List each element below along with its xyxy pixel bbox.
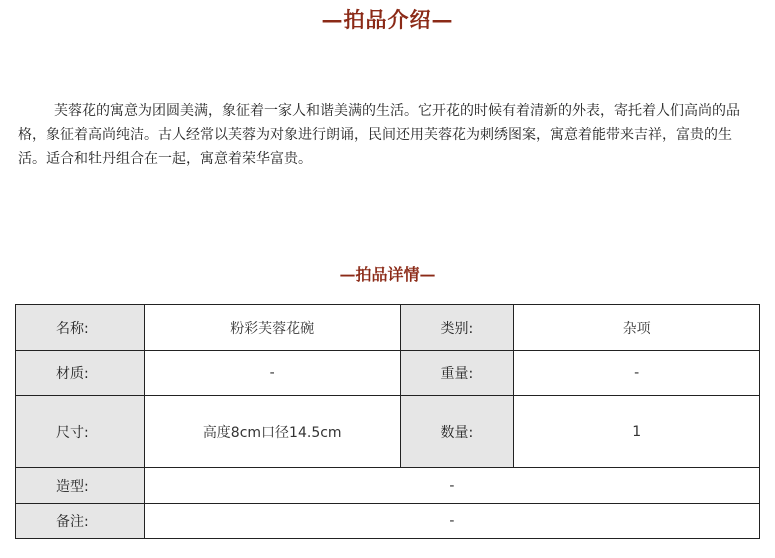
intro-paragraph: 芙蓉花的寓意为团圆美满，象征着一家人和谐美满的生活。它开花的时候有着清新的外表，寄托着人们高尚的品格，象征着高尚纯洁。古人经常以芙蓉为对象进行朗诵，民间还用芙蓉花为刺绣图案，寓意着能带来吉祥，富贵的生活。适合和牡丹组合在一起，寓意着荣华富贵。: [18, 103, 740, 167]
weight-label: 重量:: [400, 351, 514, 396]
intro-section-title: —拍品介绍—: [321, 7, 454, 32]
category-label: 类别:: [400, 305, 514, 351]
weight-value: -: [514, 351, 760, 396]
size-value: 高度8cm口径14.5cm: [144, 396, 400, 468]
table-row: [16, 351, 760, 396]
material-value: -: [144, 351, 400, 396]
table-row: [16, 305, 760, 351]
quantity-value: 1: [514, 396, 760, 468]
table-row: [16, 504, 760, 539]
shape-label: 造型:: [16, 468, 145, 504]
size-label: 尺寸:: [16, 396, 145, 468]
name-value: 粉彩芙蓉花碗: [144, 305, 400, 351]
remarks-label: 备注:: [16, 504, 145, 539]
material-label: 材质:: [16, 351, 145, 396]
table-row: [16, 396, 760, 468]
details-table: [15, 304, 760, 539]
remarks-value: -: [144, 504, 759, 539]
category-value: 杂项: [514, 305, 760, 351]
shape-value: -: [144, 468, 759, 504]
name-label: 名称:: [16, 305, 145, 351]
detail-section-title: —拍品详情—: [339, 265, 436, 284]
table-row: [16, 468, 760, 504]
quantity-label: 数量:: [400, 396, 514, 468]
